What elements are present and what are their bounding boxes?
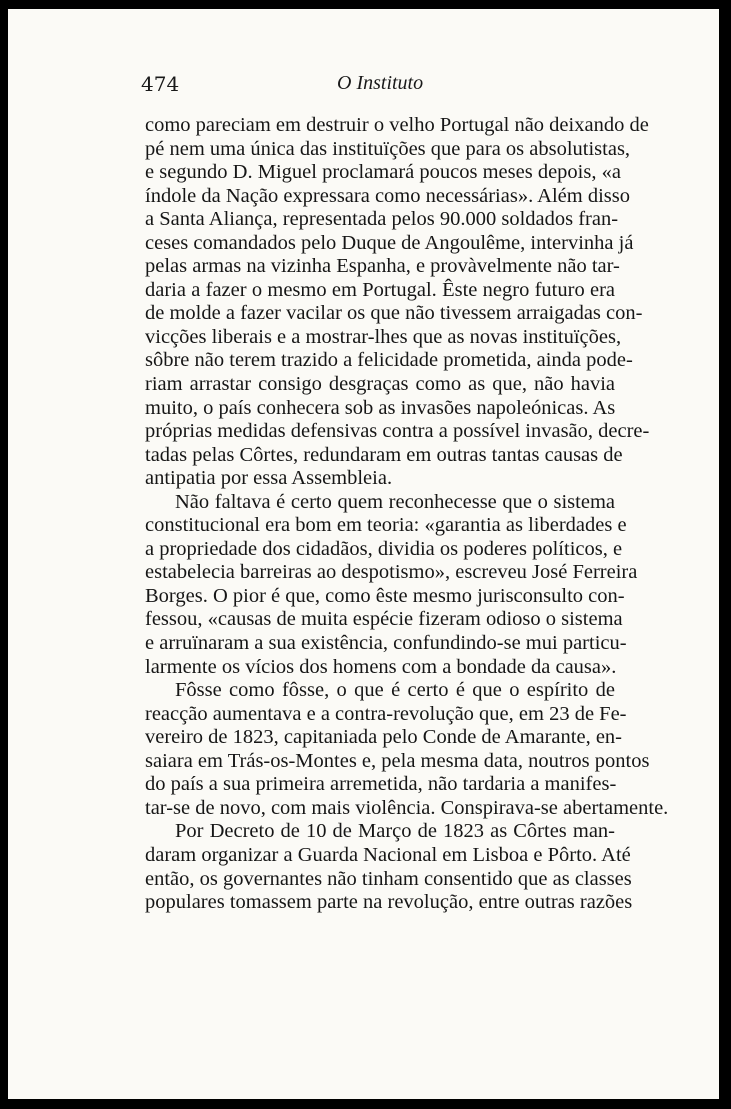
paragraph xyxy=(145,679,669,820)
text-line: ceses comandados pelo Duque de Angoulême, intervinha já xyxy=(145,231,634,254)
text-line: a Santa Aliança, representada pelos 90.000 soldados fran- xyxy=(145,208,619,231)
text-line: e segundo D. Miguel proclamará poucos meses depois, «a xyxy=(145,161,621,184)
paragraph xyxy=(145,490,638,679)
paragraph xyxy=(145,820,633,914)
text-line: populares tomassem parte na revolução, entre outras razões xyxy=(145,891,633,914)
page-number: 474 xyxy=(141,72,180,96)
text-line: tadas pelas Côrtes, redundaram em outras tantas causas de xyxy=(145,443,623,466)
text-line: fessou, «causas de muita espécie fizeram odioso o sistema xyxy=(145,608,623,631)
text-line: sôbre não terem trazido a felicidade prometida, ainda pode- xyxy=(145,349,633,372)
text-line: daria a fazer o mesmo em Portugal. Êste negro futuro era xyxy=(145,278,615,301)
text-line: vicções liberais e a mostrar-lhes que as novas instituïções, xyxy=(145,325,622,348)
text-line: Fôsse como fôsse, o que é certo é que o espírito de xyxy=(175,679,615,702)
text-line: então, os governantes não tinham consentido que as classes xyxy=(145,867,632,890)
text-line: de molde a fazer vacilar os que não tivessem arraigadas con- xyxy=(145,302,643,325)
text-line: reacção aumentava e a contra-revolução que, em 23 de Fe- xyxy=(145,702,627,725)
text-line: tar-se de novo, com mais violência. Conspirava-se abertamente. xyxy=(145,796,669,819)
text-line: daram organizar a Guarda Nacional em Lisboa e Pôrto. Até xyxy=(145,843,631,866)
running-title: O Instituto xyxy=(337,72,424,94)
text-line: constitucional era bom em teoria: «garantia as liberdades e xyxy=(145,514,627,537)
paragraph xyxy=(145,114,650,491)
text-line: larmente os vícios dos homens com a bondade da causa». xyxy=(145,655,617,678)
text-line: próprias medidas defensivas contra a possível invasão, decre- xyxy=(145,420,650,443)
text-line: saiara em Trás-os-Montes e, pela mesma data, noutros pontos xyxy=(145,749,650,772)
text-line: vereiro de 1823, capitaniada pelo Conde de Amarante, en- xyxy=(145,726,623,749)
text-line: Borges. O pior é que, como êste mesmo jurisconsulto con- xyxy=(145,584,625,607)
page-header xyxy=(8,72,719,102)
text-line: pelas armas na vizinha Espanha, e provàvelmente não tar- xyxy=(145,255,620,278)
text-line: pé nem uma única das instituïções que para os absolutistas, xyxy=(145,137,631,160)
text-line: índole da Nação expressara como necessárias». Além disso xyxy=(145,184,631,207)
text-line: e arruïnaram a sua existência, confundindo-se mui particu- xyxy=(145,632,627,655)
text-line: antipatia por essa Assembleia. xyxy=(145,467,393,490)
book-page xyxy=(8,9,719,1099)
text-line: do país a sua primeira arremetida, não tardaria a manifes- xyxy=(145,773,617,796)
text-line: Não faltava é certo quem reconhecesse que o sistema xyxy=(175,490,615,513)
text-line: a propriedade dos cidadãos, dividia os poderes políticos, e xyxy=(145,537,623,560)
text-line: como pareciam em destruir o velho Portugal não deixando de xyxy=(145,114,649,136)
text-line: Por Decreto de 10 de Março de 1823 as Côrtes man- xyxy=(175,820,615,843)
text-line: riam arrastar consigo desgraças como as que, não havia xyxy=(145,373,615,396)
text-line: estabelecia barreiras ao despotismo», escreveu José Ferreira xyxy=(145,561,638,584)
body-text xyxy=(145,114,669,915)
text-line: muito, o país conhecera sob as invasões napoleónicas. As xyxy=(145,396,616,419)
